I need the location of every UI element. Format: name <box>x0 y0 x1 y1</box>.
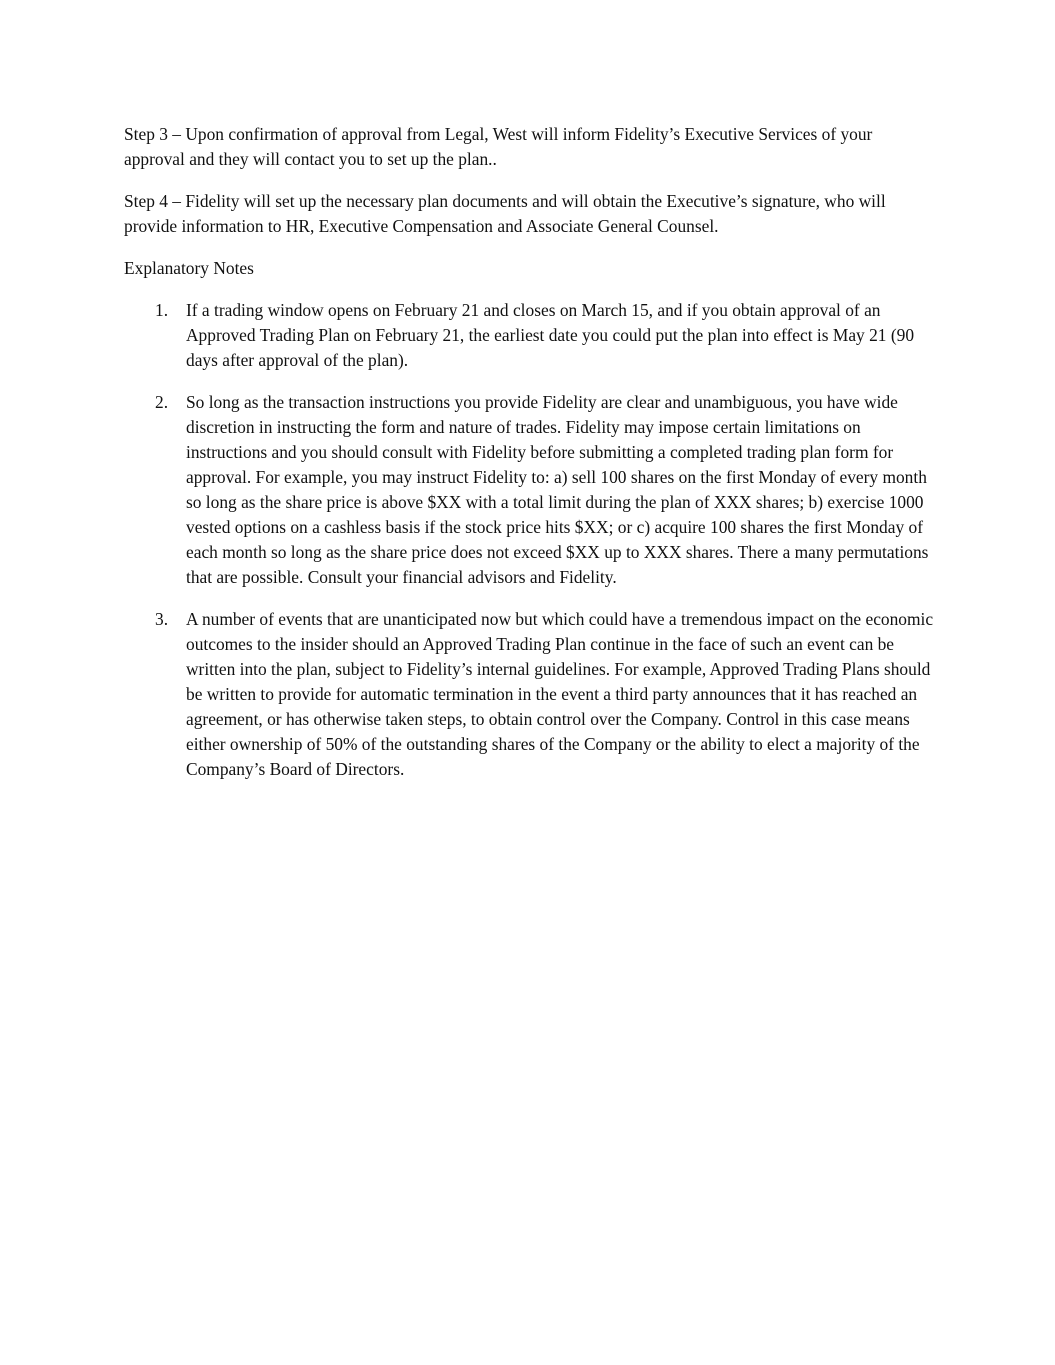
note-number: 2. <box>155 392 169 412</box>
explanatory-notes-heading: Explanatory Notes <box>124 258 254 278</box>
note-text: A number of events that are unanticipated now but which could have a tremendous impact on the economic outcomes to the insider should an Approved Trading Plan continue in the face of such an event can be written into the plan, subject to Fidelity’s internal guidelines. For example, Approved Trading Plans should be written to provide for automatic termination in the event a third party announces that it has reached an agreement, or has otherwise taken steps, to obtain control over the Company. Control in this case means either ownership of 50% of the outstanding shares of the Company or the ability to elect a majority of the Company’s Board of Directors. <box>186 609 934 779</box>
note-item-2 <box>124 390 934 590</box>
step-3-paragraph: Step 3 – Upon confirmation of approval from Legal, West will inform Fidelity’s Executive Services of your approval and they will contact you to set up the plan.. <box>124 124 873 169</box>
note-item-1 <box>124 298 934 373</box>
note-text: So long as the transaction instructions you provide Fidelity are clear and unambiguous, you have wide discretion in instructing the form and nature of trades. Fidelity may impose certain limitations on instructions and you should consult with Fidelity before submitting a completed trading plan form for approval. For example, you may instruct Fidelity to: a) sell 100 shares on the first Monday of every month so long as the share price is above $XX with a total limit during the plan of XXX shares; b) exercise 1000 vested options on a cashless basis if the stock price hits $XX; or c) acquire 100 shares the first Monday of each month so long as the share price does not exceed $XX up to XXX shares. There a many permutations that are possible. Consult your financial advisors and Fidelity. <box>186 392 929 587</box>
note-number: 3. <box>155 609 169 629</box>
document-page <box>124 122 934 799</box>
note-item-3 <box>124 607 934 782</box>
note-number: 1. <box>155 300 169 320</box>
step-4-paragraph: Step 4 – Fidelity will set up the necessary plan documents and will obtain the Executive’s signature, who will provide information to HR, Executive Compensation and Associate General Counsel. <box>124 191 886 236</box>
explanatory-notes-list <box>124 298 934 782</box>
note-text: If a trading window opens on February 21 and closes on March 15, and if you obtain approval of an Approved Trading Plan on February 21, the earliest date you could put the plan into effect is May 21 (90 days after approval of the plan). <box>186 300 915 370</box>
